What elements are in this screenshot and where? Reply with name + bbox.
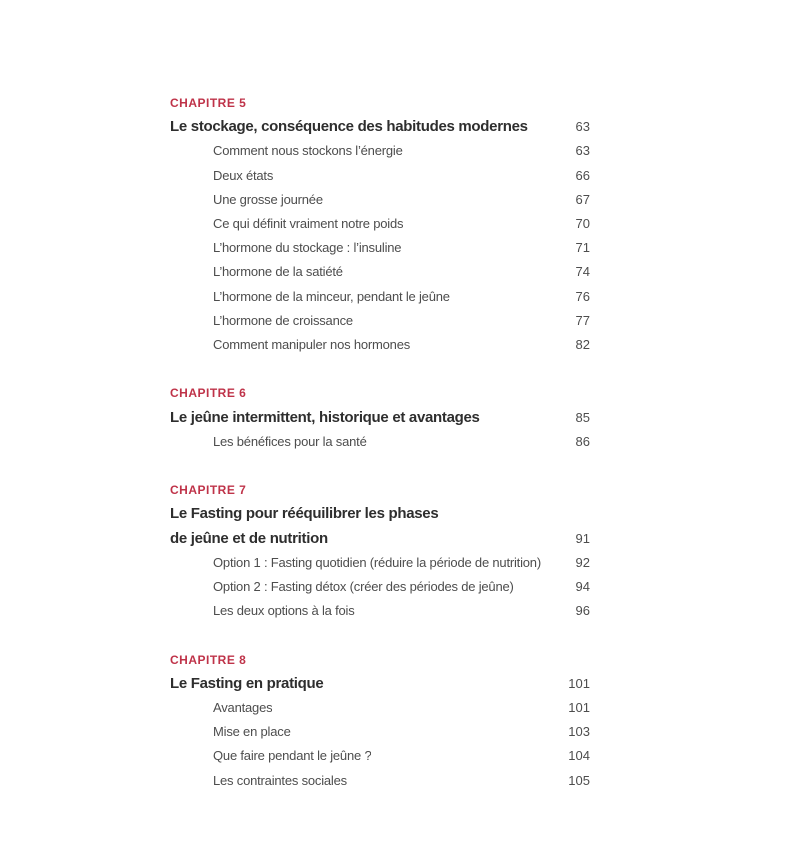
toc-entry-text: Deux états: [213, 167, 274, 183]
toc-chapter: [170, 381, 590, 454]
toc-entry-text: L’hormone de la satiété: [213, 264, 343, 280]
chapter-title-text: Le jeûne intermittent, historique et avantages: [170, 408, 480, 426]
toc-entry: [170, 260, 590, 284]
chapter-label: CHAPITRE 5: [170, 96, 247, 110]
toc-entry: [170, 333, 590, 357]
toc-entry: [170, 599, 590, 623]
page-number: 101: [568, 700, 590, 716]
page-number: 63: [575, 119, 590, 135]
page-number: 70: [575, 216, 590, 232]
toc-entry-text: Les bénéfices pour la santé: [213, 433, 367, 449]
toc-entry: [170, 236, 590, 260]
toc-entry-text: Option 1 : Fasting quotidien (réduire la période de nutrition): [213, 554, 541, 570]
page-number: 71: [575, 240, 590, 256]
page-number: 104: [568, 748, 590, 764]
toc-entry: [170, 720, 590, 744]
page-number: 92: [575, 554, 590, 570]
page-number: 91: [575, 530, 590, 546]
chapter-title-text: Le stockage, conséquence des habitudes modernes: [170, 118, 528, 136]
toc-entry: [170, 212, 590, 236]
toc-entry-text: L’hormone du stockage : l’insuline: [213, 240, 402, 256]
toc-chapter: [170, 648, 590, 793]
page-number: 105: [568, 772, 590, 788]
chapter-items: [170, 430, 590, 454]
toc-entry-text: Une grosse journée: [213, 191, 323, 207]
chapter-title-text: Le Fasting en pratique: [170, 674, 324, 692]
chapter-title: [170, 115, 590, 139]
toc-entry-text: Les deux options à la fois: [213, 603, 355, 619]
chapter-title-line: [170, 502, 590, 526]
chapter-items: [170, 139, 590, 357]
toc-entry-text: Que faire pendant le jeûne ?: [213, 748, 372, 764]
page-number: 94: [575, 579, 590, 595]
toc-entry: [170, 551, 590, 575]
chapter-title-line: [170, 406, 590, 430]
table-of-contents: [170, 91, 590, 793]
page-number: 85: [575, 409, 590, 425]
page-number: 103: [568, 724, 590, 740]
toc-entry-text: Option 2 : Fasting détox (créer des périodes de jeûne): [213, 579, 514, 595]
toc-entry: [170, 769, 590, 793]
toc-entry-text: Comment nous stockons l’énergie: [213, 143, 403, 159]
chapter-items: [170, 696, 590, 793]
toc-entry: [170, 285, 590, 309]
chapter-title: [170, 502, 590, 550]
toc-chapter: [170, 478, 590, 623]
toc-chapter: [170, 91, 590, 357]
toc-entry: [170, 188, 590, 212]
chapter-label: CHAPITRE 8: [170, 652, 247, 667]
chapter-title-line: [170, 672, 590, 696]
toc-entry-text: Ce qui définit vraiment notre poids: [213, 216, 404, 232]
chapter-title-text: Le Fasting pour rééquilibrer les phases: [170, 505, 439, 523]
chapter-title-line: [170, 115, 590, 139]
page-number: 86: [575, 433, 590, 449]
toc-entry: [170, 139, 590, 163]
page-number: 82: [575, 337, 590, 353]
toc-entry-text: Comment manipuler nos hormones: [213, 337, 411, 353]
page-number: 76: [575, 288, 590, 304]
page-number: 77: [575, 312, 590, 328]
chapter-title: [170, 406, 590, 430]
chapter-title-line: [170, 527, 590, 551]
chapter-label: CHAPITRE 7: [170, 483, 247, 498]
page-number: 101: [568, 675, 590, 691]
toc-entry-text: L’hormone de croissance: [213, 312, 353, 328]
page-number: 67: [575, 191, 590, 207]
toc-entry-text: Avantages: [213, 700, 273, 716]
page-number: 66: [575, 167, 590, 183]
toc-entry-text: L’hormone de la minceur, pendant le jeûne: [213, 288, 450, 304]
toc-entry-text: Les contraintes sociales: [213, 772, 347, 788]
toc-entry: [170, 744, 590, 768]
page-number: 74: [575, 264, 590, 280]
toc-entry: [170, 696, 590, 720]
toc-entry-text: Mise en place: [213, 724, 291, 740]
chapter-label: CHAPITRE 6: [170, 386, 247, 401]
page-number: 63: [575, 143, 590, 159]
toc-entry: [170, 164, 590, 188]
chapter-title: [170, 672, 590, 696]
chapter-title-text: de jeûne et de nutrition: [170, 529, 328, 547]
page-number: 96: [575, 603, 590, 619]
toc-entry: [170, 309, 590, 333]
toc-entry: [170, 430, 590, 454]
toc-entry: [170, 575, 590, 599]
chapter-items: [170, 551, 590, 624]
